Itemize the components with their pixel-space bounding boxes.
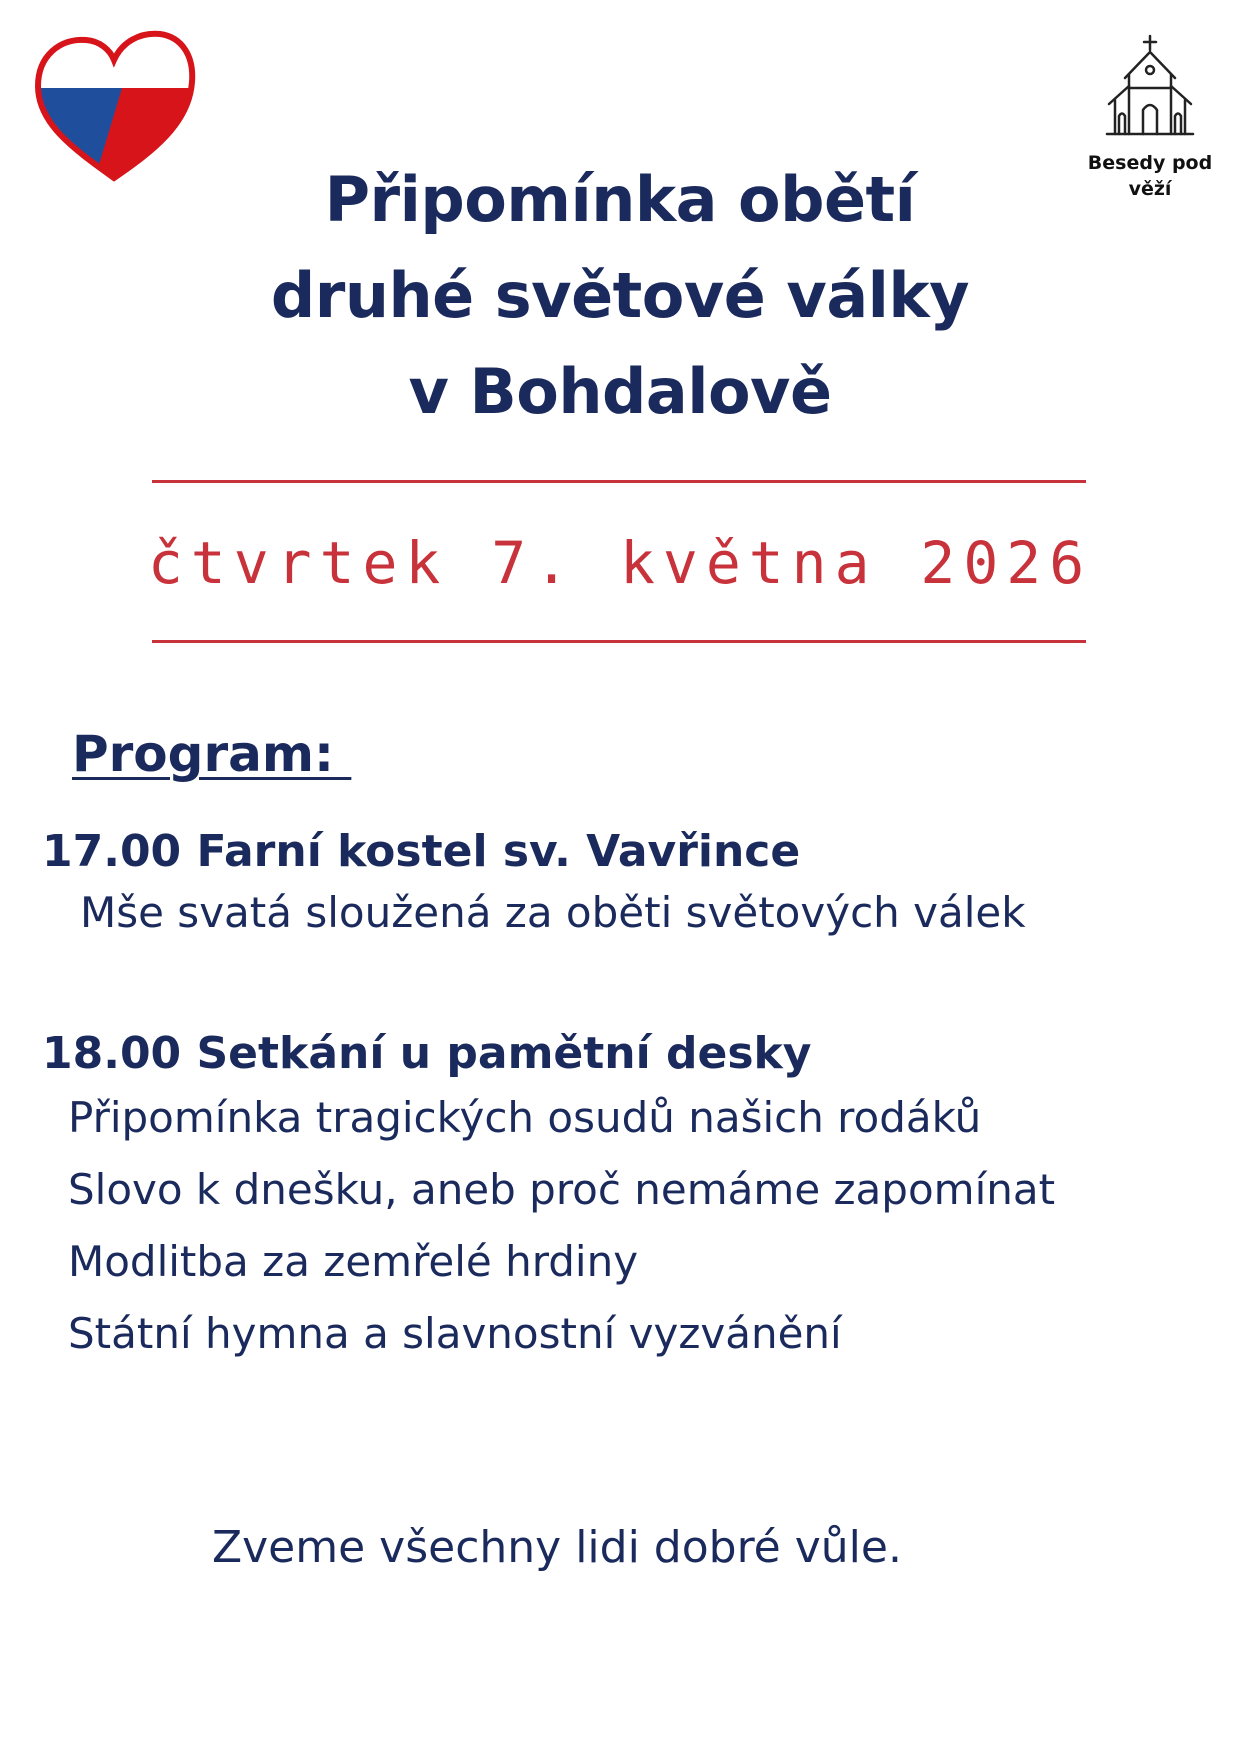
program-item-title: 18.00 Setkání u pamětní desky <box>42 1028 812 1079</box>
program-item-line: Modlitba za zemřelé hrdiny <box>68 1237 639 1286</box>
church-logo-label-line2: věží <box>1128 178 1172 200</box>
divider-top <box>152 480 1086 483</box>
church-icon <box>1105 34 1195 140</box>
program-item-title: 17.00 Farní kostel sv. Vavřince <box>42 826 801 877</box>
closing-invitation: Zveme všechny lidi dobré vůle. <box>212 1522 902 1573</box>
program-item-line: Státní hymna a slavnostní vyzvánění <box>68 1309 842 1358</box>
divider-bottom <box>152 640 1086 643</box>
program-item-line: Slovo k dnešku, aneb proč nemáme zapomínat <box>68 1165 1056 1214</box>
page-title <box>0 152 1240 440</box>
title-line-3: v Bohdalově <box>408 355 832 428</box>
church-logo-label-line1: Besedy pod <box>1087 152 1213 174</box>
program-item-line: Připomínka tragických osudů našich rodáků <box>68 1093 982 1142</box>
program-heading: Program: <box>72 725 352 783</box>
title-line-1: Připomínka obětí <box>324 163 916 236</box>
event-date: čtvrtek 7. května 2026 <box>147 529 1093 597</box>
program-item-line: Mše svatá sloužená za oběti světových válek <box>80 888 1026 937</box>
title-line-2: druhé světové války <box>270 259 970 332</box>
